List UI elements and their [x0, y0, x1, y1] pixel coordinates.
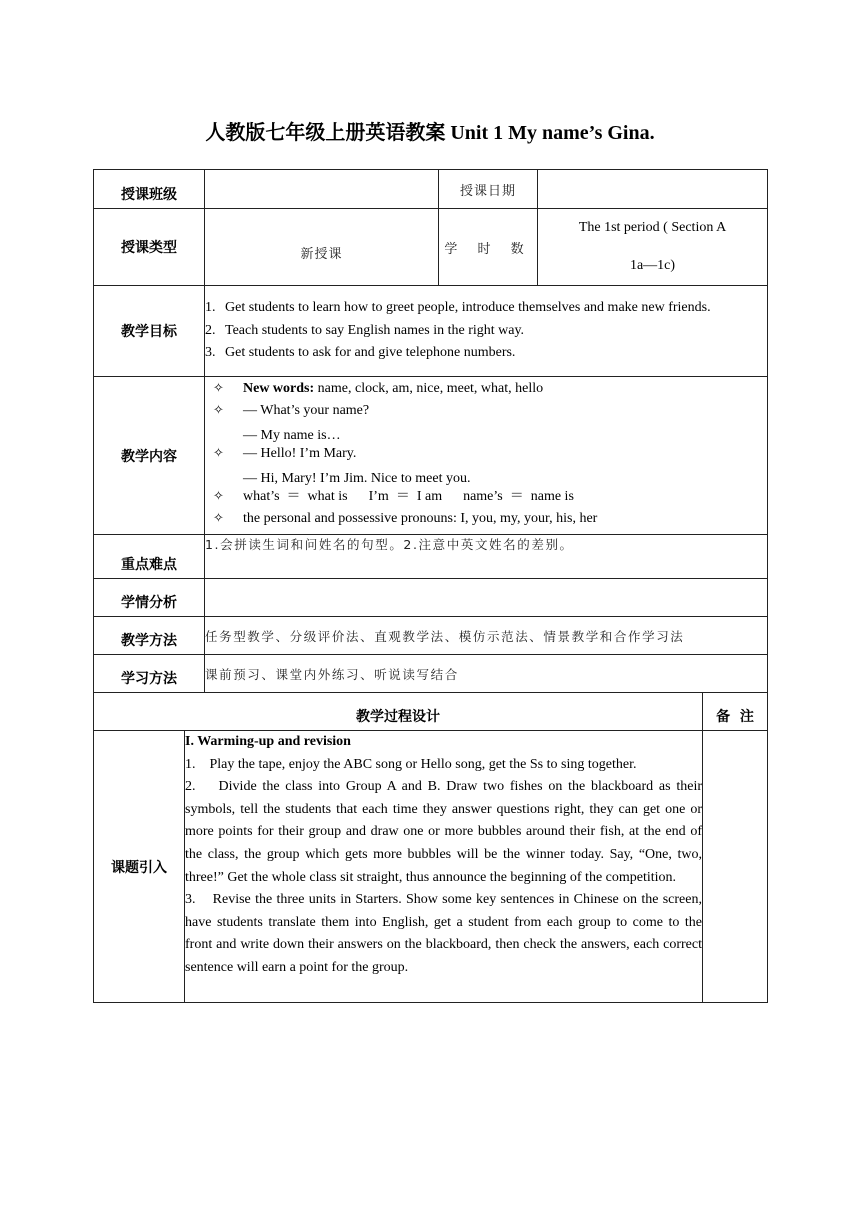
new-words-label: New words: — [243, 381, 315, 396]
period-value — [538, 209, 768, 286]
content-label: 教学内容 — [94, 377, 205, 535]
type-value: 新授课 — [205, 209, 439, 286]
learn-value: 课前预习、课堂内外练习、听说读写结合 — [205, 655, 768, 693]
notes-header: 备 注 — [703, 693, 768, 731]
row-class — [94, 170, 768, 209]
new-words-list: name, clock, am, nice, meet, what, hello — [314, 381, 544, 396]
process-step: 1. Play the tape, enjoy the ABC song or Hello song, get the Ss to sing together. — [185, 756, 637, 772]
row-process-intro — [94, 731, 768, 1003]
period-label: 学 时 数 — [439, 209, 538, 286]
key-label: 重点难点 — [94, 535, 205, 579]
process-content — [185, 731, 706, 1003]
date-label: 授课日期 — [439, 170, 538, 209]
row-process-header — [94, 693, 768, 731]
learn-label: 学习方法 — [94, 655, 205, 693]
diamond-bullet-icon: ✧ — [213, 511, 224, 526]
lesson-plan-table — [93, 169, 768, 1003]
key-value: 1.会拼读生词和问姓名的句型。2.注意中英文姓名的差别。 — [205, 535, 768, 579]
document-title: 人教版七年级上册英语教案 Unit 1 My name’s Gina. — [205, 122, 655, 144]
content-question-2 — [205, 443, 767, 465]
goal-item — [205, 320, 767, 343]
row-type — [94, 209, 768, 286]
content-cell — [205, 377, 768, 535]
class-label: 授课班级 — [94, 170, 205, 209]
period-value-line2: 1a—1c) — [629, 258, 676, 273]
goal-text: Get students to learn how to greet people, introduce themselves and make new friends. — [225, 300, 711, 316]
goals-list — [205, 286, 768, 377]
goal-text: Get students to ask for and give telephone numbers. — [225, 345, 516, 361]
process-heading: I. Warming-up and revision — [185, 734, 351, 749]
process-step: 2. Divide the class into Group A and B. Draw two fishes on the blackboard as their symbols, tell the students that each time they answer questions right, they can get one or more points for their group and draw one or more bubbles around their fish, at the end of the class, the group which gets more bubbles will be the winner today. Say, “One, two, three!” Get the whole class sit straight, thus announce the beginning of the competition. — [185, 779, 706, 885]
class-value — [205, 170, 439, 209]
content-contractions — [205, 486, 767, 508]
goal-text: Teach students to say English names in the right way. — [225, 322, 525, 338]
goal-number: 2. — [205, 322, 216, 338]
dialogue-answer: — Hi, Mary! I’m Jim. Nice to meet you. — [243, 471, 471, 486]
goals-label: 教学目标 — [94, 286, 205, 377]
goal-number: 1. — [205, 300, 216, 316]
dialogue-answer: — My name is… — [243, 428, 341, 443]
diamond-bullet-icon: ✧ — [213, 403, 224, 418]
goal-number: 3. — [205, 345, 216, 361]
date-value — [538, 170, 768, 209]
content-pronouns — [205, 508, 767, 530]
row-method — [94, 617, 768, 655]
row-content — [94, 377, 768, 535]
dialogue-question: — What’s your name? — [243, 403, 370, 418]
dialogue-question: — Hello! I’m Mary. — [243, 446, 357, 461]
process-header: 教学过程设计 — [94, 693, 703, 731]
analysis-value — [205, 579, 768, 617]
method-label: 教学方法 — [94, 617, 205, 655]
notes-cell — [703, 731, 768, 1003]
section-label: 课题引入 — [94, 731, 185, 1003]
pronouns-text: the personal and possessive pronouns: I, you, my, your, his, her — [243, 511, 598, 526]
analysis-label: 学情分析 — [94, 579, 205, 617]
content-new-words — [205, 378, 767, 400]
method-value: 任务型教学、分级评价法、直观教学法、模仿示范法、情景教学和合作学习法 — [205, 617, 768, 655]
row-goals — [94, 286, 768, 377]
diamond-bullet-icon: ✧ — [213, 489, 224, 504]
process-step: 3. Revise the three units in Starters. Show some key sentences in Chinese on the screen, have students translate them into English, get a student from each group to come to the front and write down their answers on the blackboard, then check the answers, each correct sentence will earn a point for the group. — [185, 892, 706, 975]
goal-item — [205, 297, 767, 320]
diamond-bullet-icon: ✧ — [213, 381, 224, 396]
contractions-text: what’s ＝ what is I’m ＝ I am name’s ＝ name is — [243, 489, 574, 504]
goal-item — [205, 342, 767, 365]
row-key-points — [94, 535, 768, 579]
diamond-bullet-icon: ✧ — [213, 446, 224, 461]
period-value-line1: The 1st period ( Section A — [578, 220, 727, 235]
row-learning — [94, 655, 768, 693]
type-label: 授课类型 — [94, 209, 205, 286]
row-analysis — [94, 579, 768, 617]
content-question-1 — [205, 400, 767, 422]
